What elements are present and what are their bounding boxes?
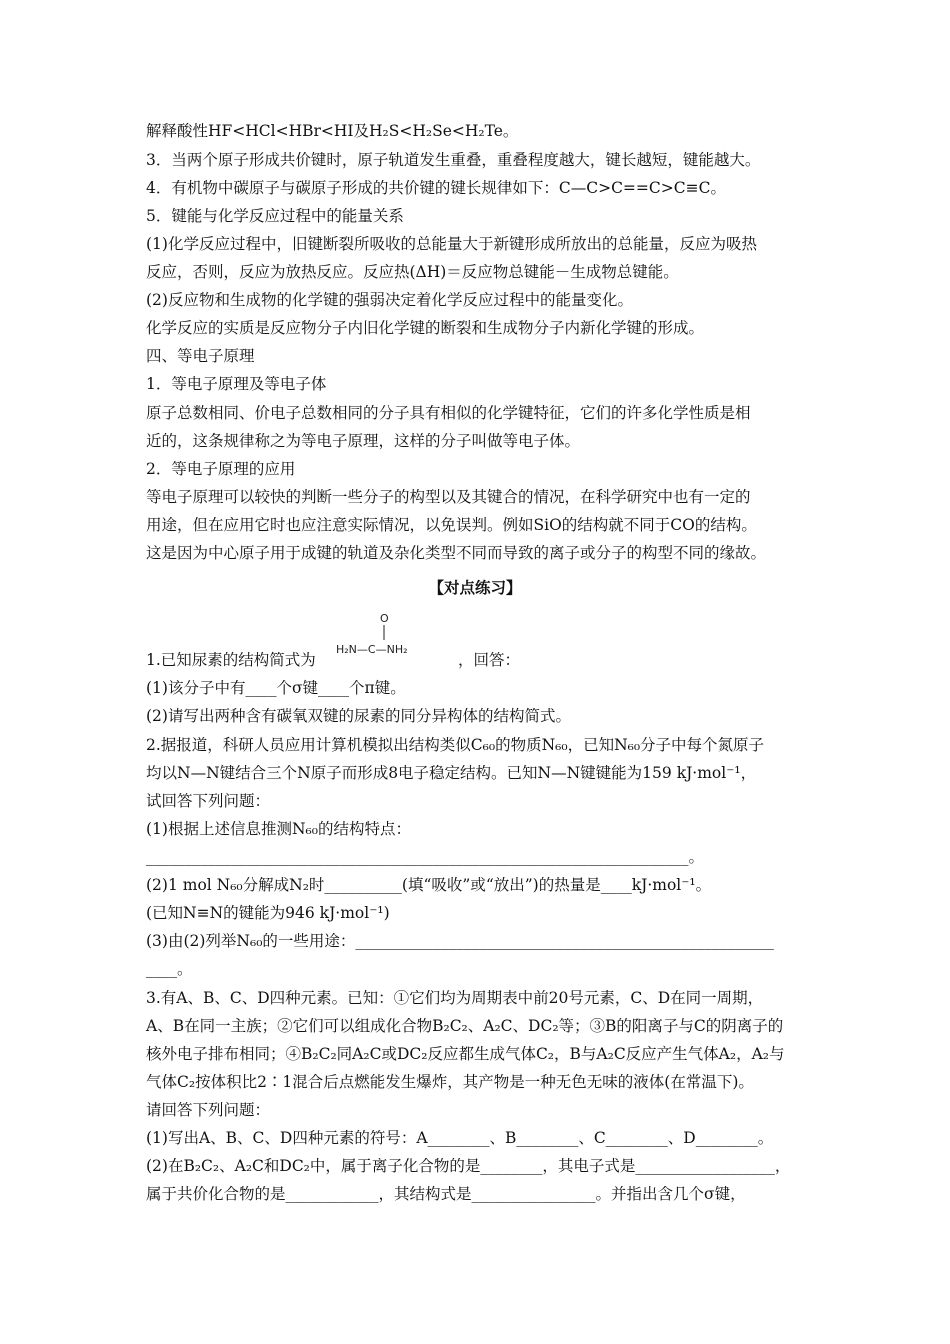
text-line: 这是因为中心原子用于成键的轨道及杂化类型不同而导致的离子或分子的构型不同的缘故。 xyxy=(146,544,767,562)
text-line: 均以N—N键结合三个N原子而形成8电子稳定结构。已知N—N键键能为159 kJ·mol⁻¹， xyxy=(146,764,757,782)
text-line: 3.有A、B、C、D四种元素。已知：①它们均为周期表中前20号元素，C、D在同一周期， xyxy=(146,989,764,1007)
text-line: (已知N≡N的键能为946 kJ·mol⁻¹) xyxy=(146,904,390,922)
text-line: 气体C₂按体积比2∶1混合后点燃能发生爆炸，其产物是一种无色无味的液体(在常温下)。 xyxy=(146,1073,754,1091)
text-line: 2.据报道，科研人员应用计算机模拟出结构类似C₆₀的物质N₆₀，已知N₆₀分子中每个氮原子 xyxy=(146,736,765,754)
urea-structure-diagram xyxy=(332,611,440,667)
text-line: 解释酸性HF<HCl<HBr<HI及H₂S<H₂Se<H₂Te。 xyxy=(146,122,519,140)
text-line: (2)1 mol N₆₀分解成N₂时__________(填“吸收”或“放出”)的热量是____kJ·mol⁻¹。 xyxy=(146,876,712,894)
oxygen-label: O xyxy=(380,612,389,625)
exercise-heading: 【对点练习】 xyxy=(428,578,522,597)
text-line: 3．当两个原子形成共价键时，原子轨道发生重叠，重叠程度越大，键长越短，键能越大。 xyxy=(146,151,761,169)
answer-blank-line: ____。 xyxy=(146,960,193,978)
text-line: 1．等电子原理及等电子体 xyxy=(146,375,327,393)
text-line: 5．键能与化学反应过程中的能量关系 xyxy=(146,207,404,225)
text-line: (2)在B₂C₂、A₂C和DC₂中，属于离子化合物的是________，其电子式是__________________， xyxy=(146,1157,791,1175)
text-line: (3)由(2)列举N₆₀的一些用途：______________________________________________________ xyxy=(146,932,774,950)
text-line: 核外电子排布相同；④B₂C₂同A₂C或DC₂反应都生成气体C₂，B与A₂C反应产生气体A₂，A₂与 xyxy=(146,1045,785,1063)
text-line: 试回答下列问题： xyxy=(146,792,271,810)
question-1-stem-end: ，回答： xyxy=(458,651,521,669)
text-line: 反应，否则，反应为放热反应。反应热(ΔH)＝反应物总键能－生成物总键能。 xyxy=(146,263,679,281)
text-line: (2)请写出两种含有碳氧双键的尿素的同分异构体的结构简式。 xyxy=(146,707,571,725)
text-line: (1)该分子中有____个σ键____个π键。 xyxy=(146,679,406,697)
text-line: (1)根据上述信息推测N₆₀的结构特点： xyxy=(146,820,411,838)
text-line: 化学反应的实质是反应物分子内旧化学键的断裂和生成物分子内新化学键的形成。 xyxy=(146,319,705,337)
text-line: 原子总数相同、价电子总数相同的分子具有相似的化学键特征，它们的许多化学性质是相 xyxy=(146,404,751,422)
text-line: 近的，这条规律称之为等电子原理，这样的分子叫做等电子体。 xyxy=(146,432,581,450)
urea-formula-label: H₂N—C—NH₂ xyxy=(336,643,408,656)
question-1-stem: 1.已知尿素的结构简式为 xyxy=(146,651,316,669)
text-line: 用途，但在应用它时也应注意实际情况，以免误判。例如SiO的结构就不同于CO的结构。 xyxy=(146,516,757,534)
answer-blank-line: ______________________________________________________________________。 xyxy=(146,848,705,866)
text-line: 2．等电子原理的应用 xyxy=(146,460,296,478)
text-line: 等电子原理可以较快的判断一些分子的构型以及其键合的情况，在科学研究中也有一定的 xyxy=(146,488,751,506)
text-line: 4．有机物中碳原子与碳原子形成的共价键的键长规律如下：C—C>C==C>C≡C。 xyxy=(146,179,726,197)
text-line: (1)化学反应过程中，旧键断裂所吸收的总能量大于新键形成所放出的总能量，反应为吸热 xyxy=(146,235,757,253)
text-line: A、B在同一主族；②它们可以组成化合物B₂C₂、A₂C、DC₂等；③B的阳离子与C的阴离子的 xyxy=(146,1017,784,1035)
section-title: 四、等电子原理 xyxy=(146,347,255,365)
text-line: 请回答下列问题： xyxy=(146,1101,271,1119)
text-line: 属于共价化合物的是____________，其结构式是________________。并指出含几个σ键， xyxy=(146,1185,746,1203)
text-line: (1)写出A、B、C、D四种元素的符号：A________、B________、C________、D________。 xyxy=(146,1129,774,1147)
text-line: (2)反应物和生成物的化学键的强弱决定着化学反应过程中的能量变化。 xyxy=(146,291,633,309)
